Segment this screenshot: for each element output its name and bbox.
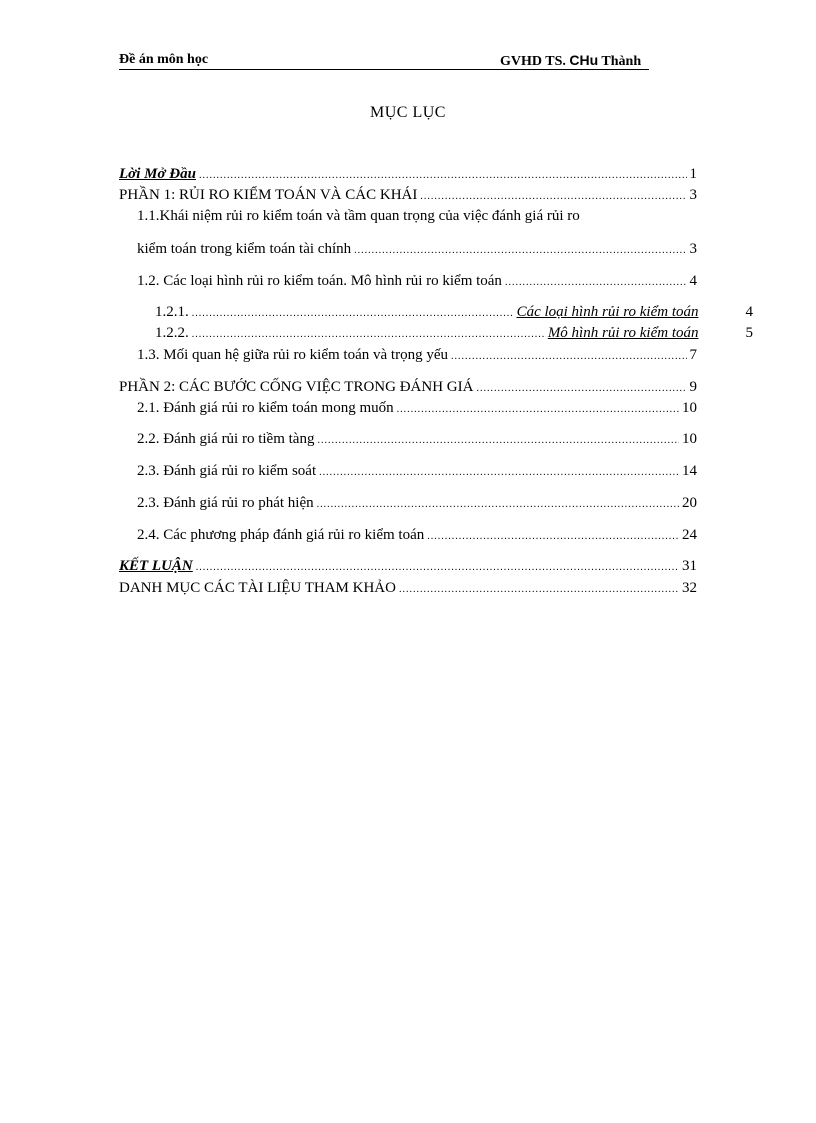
toc-label: 2.1. Đánh giá rủi ro kiểm toán mong muốn: [137, 400, 394, 416]
leader-dots: [192, 304, 514, 324]
leader-dots: [319, 463, 679, 483]
leader-dots: [505, 273, 687, 293]
leader-dots: [199, 166, 687, 186]
toc-entry-1-2-1[interactable]: [155, 302, 753, 324]
course-label: Đề án môn học: [119, 52, 209, 67]
toc-label: 2.4. Các phương pháp đánh giá rủi ro kiểm toán: [137, 527, 425, 543]
toc-label: PHẦN 2: CÁC BƯỚC CỐNG VIỆC TRONG ĐÁNH GIÁ: [119, 379, 474, 395]
leader-dots: [354, 241, 686, 261]
toc-page: 3: [689, 187, 697, 203]
leader-dots: [451, 347, 687, 367]
leader-dots: [196, 558, 679, 578]
toc-label: Mô hình rủi ro kiểm toán: [547, 325, 699, 341]
toc-entry-danh-muc[interactable]: [119, 578, 697, 600]
toc-number: 1.2.1.: [155, 304, 189, 320]
toc-page: 3: [689, 241, 697, 257]
instructor-chu: CHu: [569, 52, 599, 68]
toc-page: 4: [745, 304, 753, 320]
instructor-suffix: Thành: [598, 54, 642, 69]
toc-label: Lời Mở Đầu: [119, 166, 196, 182]
leader-dots: [317, 431, 679, 451]
toc-entry-2-4[interactable]: [137, 525, 697, 547]
toc-page: 14: [682, 463, 697, 479]
toc-label: DANH MỤC CÁC TÀI LIỆU THAM KHẢO: [119, 580, 396, 596]
toc-label: 2.2. Đánh giá rủi ro tiềm tàng: [137, 431, 315, 447]
toc-entry-2-3-control[interactable]: [137, 461, 697, 483]
leader-dots: [317, 495, 679, 515]
toc-page: 1: [689, 166, 697, 182]
toc-label: 2.3. Đánh giá rủi ro kiểm soát: [137, 463, 317, 479]
toc-page: 7: [689, 347, 697, 363]
toc-number: 1.2.2.: [155, 325, 189, 341]
toc-entry-phan-1[interactable]: [119, 185, 697, 207]
leader-dots: [427, 527, 679, 547]
page-title: MỤC LỤC: [370, 104, 446, 121]
toc-page: 31: [682, 558, 697, 574]
toc-page: 5: [745, 325, 753, 341]
toc-entry-loi-mo-dau[interactable]: [119, 164, 697, 186]
toc-page: 10: [682, 400, 697, 416]
leader-dots: [397, 400, 679, 420]
toc-label: Các loại hình rủi ro kiểm toán: [516, 304, 699, 320]
toc-page: 32: [682, 580, 697, 596]
toc-label: 1.3. Mối quan hệ giữa rủi ro kiểm toán và trọng yếu: [137, 347, 448, 363]
leader-dots: [420, 187, 686, 207]
toc-label: 1.2. Các loại hình rủi ro kiểm toán. Mô hình rủi ro kiểm toán: [137, 273, 502, 289]
toc-entry-1-2-2[interactable]: [155, 323, 753, 345]
leader-dots: [192, 325, 545, 345]
toc-entry-2-3-detection[interactable]: [137, 493, 697, 515]
toc-page: 9: [689, 379, 697, 395]
toc-page: 20: [682, 495, 697, 511]
toc-label: KẾT LUẬN: [119, 558, 193, 574]
toc-page: 24: [682, 527, 697, 543]
toc-entry-1-1-line1[interactable]: 1.1.Khái niệm rủi ro kiểm toán và tầm quan trọng của việc đánh giá rủi ro: [137, 208, 580, 224]
toc-page: 10: [682, 431, 697, 447]
toc-label: 2.3. Đánh giá rủi ro phát hiện: [137, 495, 314, 511]
leader-dots: [476, 379, 686, 399]
toc-entry-phan-2[interactable]: [119, 377, 697, 399]
leader-dots: [399, 580, 679, 600]
toc-entry-ket-luan[interactable]: [119, 556, 697, 578]
toc-page: 4: [689, 273, 697, 289]
toc-entry-1-3[interactable]: [137, 345, 697, 367]
toc-label: kiểm toán trong kiểm toán tài chính: [137, 241, 352, 257]
toc-entry-1-1[interactable]: [137, 239, 697, 261]
instructor-prefix: GVHD TS.: [500, 54, 570, 69]
toc-label: PHẦN 1: RỦI RO KIỂM TOÁN VÀ CÁC KHÁI: [119, 187, 418, 203]
toc-entry-2-1[interactable]: [137, 398, 697, 420]
toc-entry-1-2[interactable]: [137, 271, 697, 293]
toc-entry-2-2[interactable]: [137, 429, 697, 451]
